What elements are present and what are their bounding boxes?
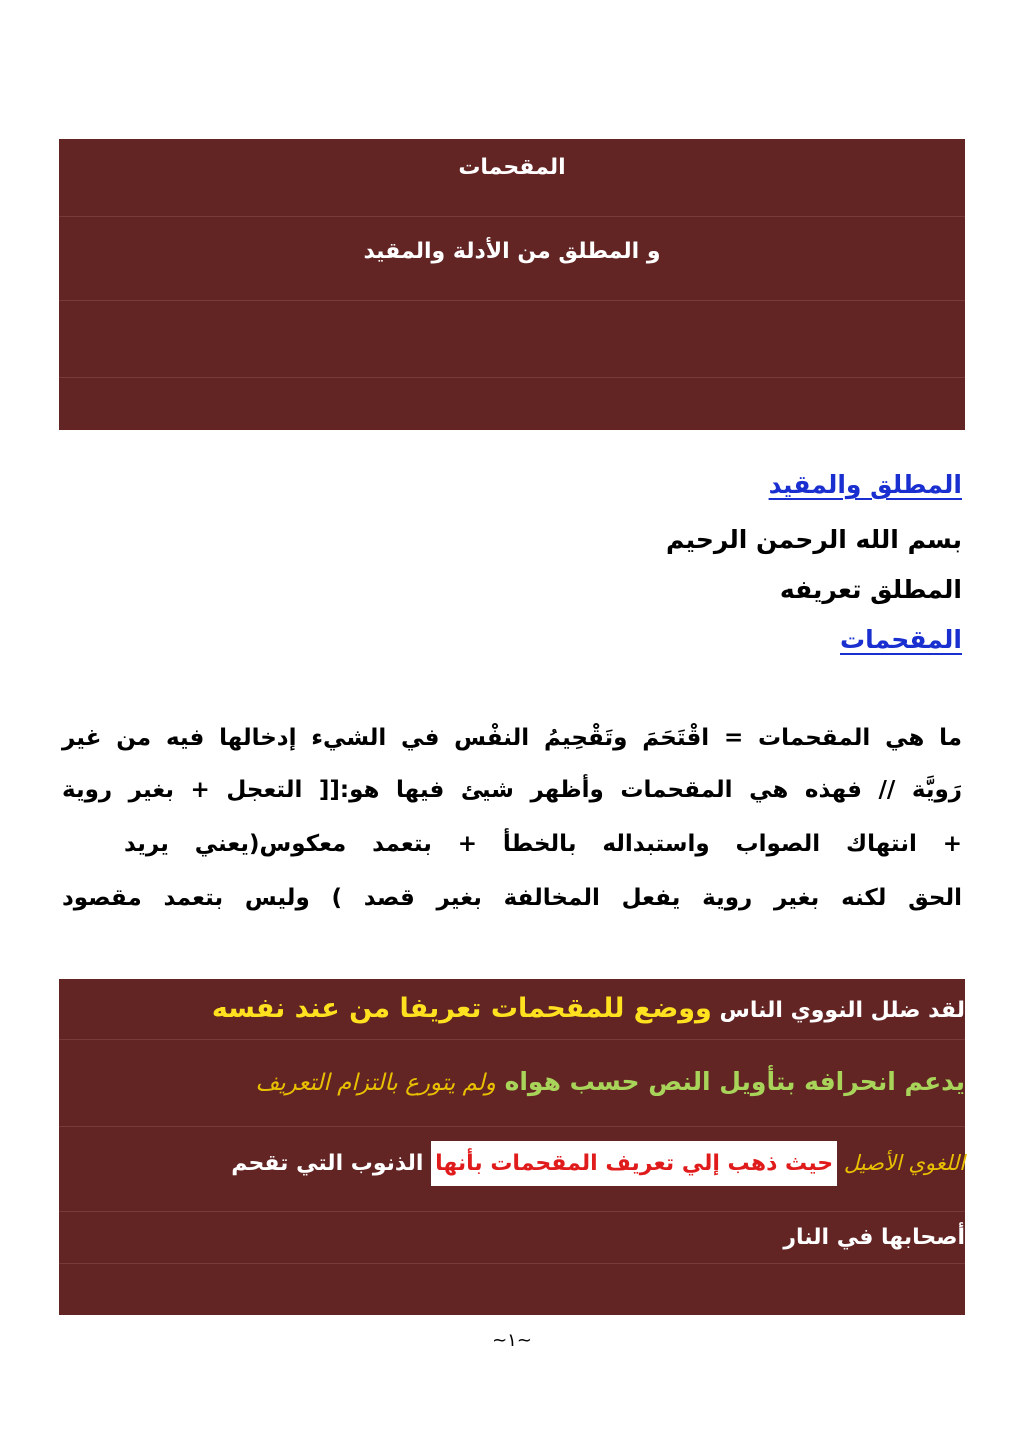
row-divider — [59, 1263, 965, 1264]
heading-mutlaq-muqayyad: المطلق والمقيد — [768, 470, 962, 499]
paragraph-line: الحق لكنه بغير روية يفعل المخالفة بغير قصد ) وليس بتعمد مقصود — [62, 885, 962, 911]
green-text: يدعم انحرافه بتأويل النص حسب هواه — [495, 1067, 965, 1096]
highlight-line-4 — [783, 1225, 965, 1250]
calligraphy-text: اللغوي الأصيل — [837, 1151, 965, 1175]
heading-muqhamat: المقحمات — [840, 625, 962, 654]
empty-row — [59, 301, 965, 378]
title-box — [59, 139, 965, 430]
basmala: بسم الله الرحمن الرحيم — [666, 525, 962, 554]
highlight-line-1 — [212, 993, 965, 1024]
page-number: ~١~ — [492, 1330, 532, 1351]
heading-mutlaq-definition: المطلق تعريفه — [779, 575, 962, 604]
row-divider — [59, 1039, 965, 1040]
highlight-line-3 — [231, 1151, 965, 1176]
white-text: الذنوب التي تقحم — [231, 1151, 432, 1176]
highlighted-definition: حيث ذهب إلي تعريف المقحمات بأنها — [431, 1141, 837, 1186]
white-text: لقد ضلل النووي الناس — [711, 998, 965, 1023]
yellow-text: ووضع للمقحمات تعريفا من عند نفسه — [211, 993, 712, 1024]
subtitle-row — [59, 217, 965, 301]
row-divider — [59, 1126, 965, 1127]
highlight-box — [59, 979, 965, 1315]
paragraph-line: ما هي المقحمات = اقْتَحَمَ وتَقْحِيمُ النفْس في الشيء إدخالها فيه من غير — [62, 725, 962, 751]
paragraph-line: + انتهاك الصواب واستبداله بالخطأ + بتعمد معكوس(يعني يريد — [124, 831, 962, 857]
title-row — [59, 139, 965, 217]
calligraphy-text: ولم يتورع بالتزام التعريف — [255, 1070, 496, 1096]
definition-paragraph — [62, 725, 962, 925]
row-divider — [59, 1211, 965, 1212]
highlight-line-2 — [255, 1067, 965, 1096]
empty-row — [59, 378, 965, 430]
paragraph-line: رَويَّة // فهذه هي المقحمات وأظهر شيئ فيها هو:[[ التعجل + بغير روية — [62, 777, 962, 803]
document-title: المقحمات — [458, 155, 566, 180]
white-text: أصحابها في النار — [783, 1225, 965, 1250]
document-subtitle: و المطلق من الأدلة والمقيد — [363, 239, 661, 264]
